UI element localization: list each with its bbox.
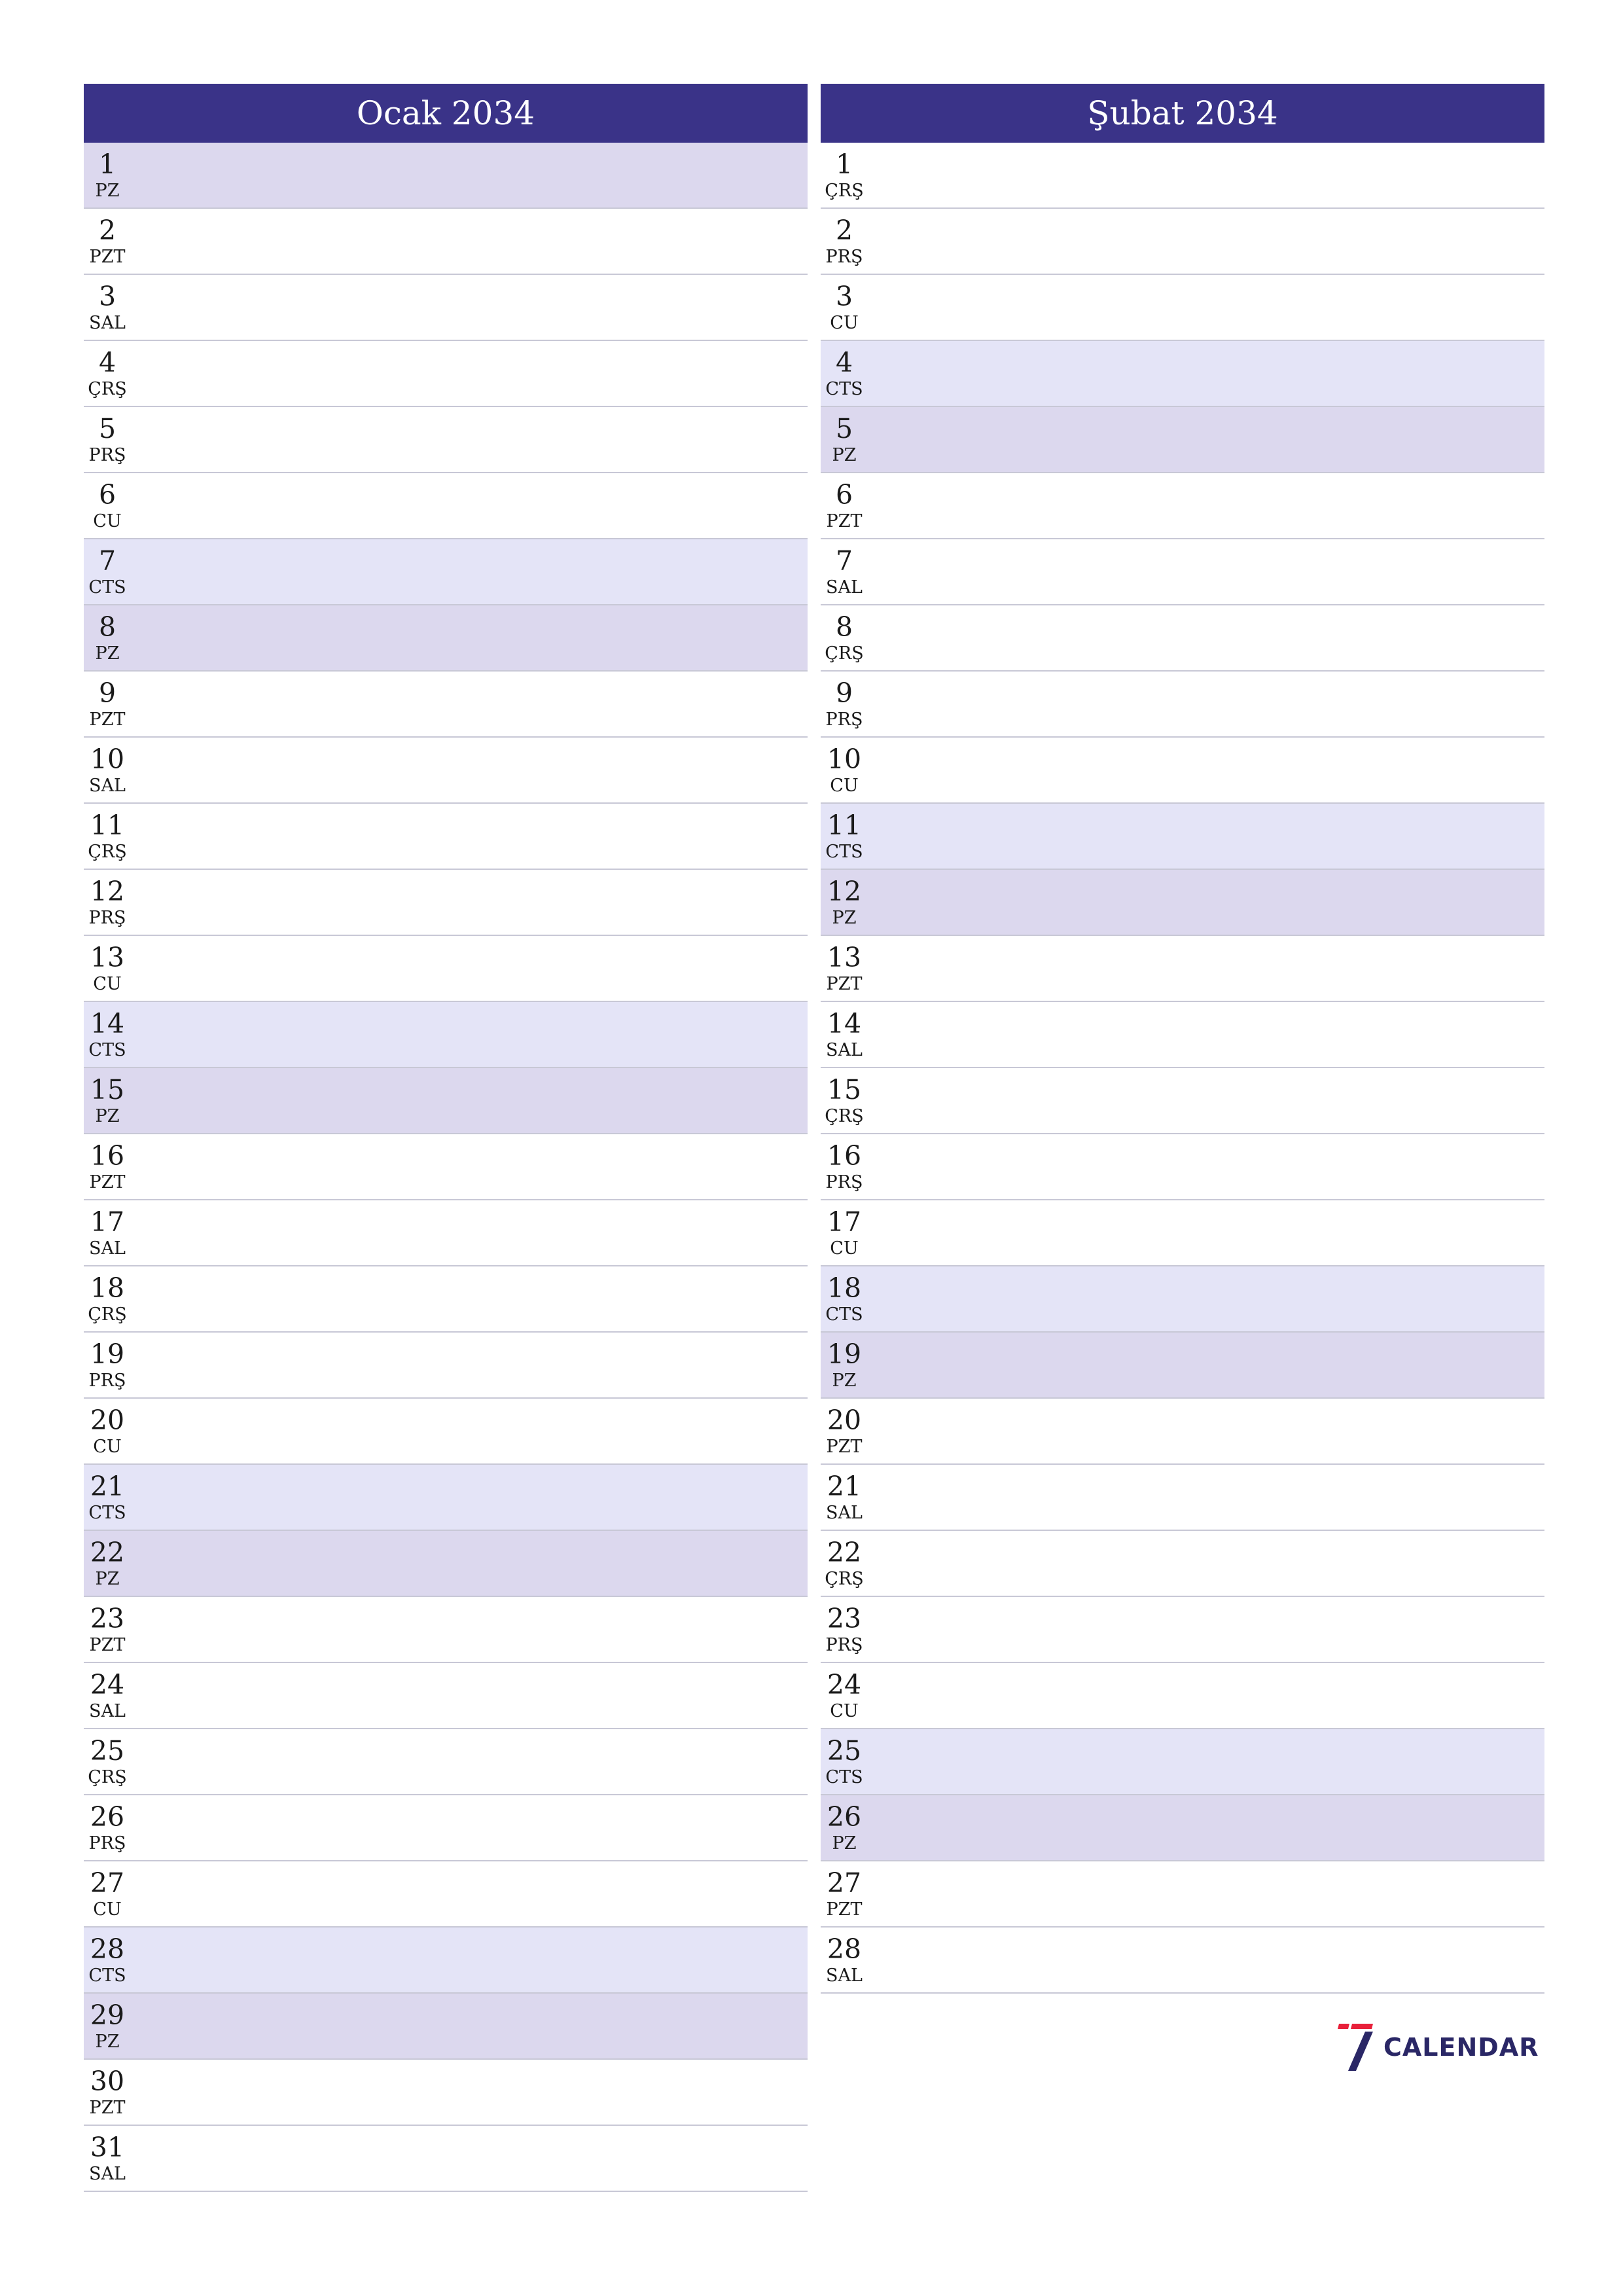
day-cell	[84, 545, 131, 598]
day-row	[84, 539, 808, 605]
day-row	[821, 936, 1544, 1002]
day-row	[821, 341, 1544, 407]
day-abbreviation: CU	[830, 775, 859, 796]
day-row	[821, 473, 1544, 539]
day-abbreviation: PRŞ	[825, 1172, 863, 1193]
day-row	[821, 804, 1544, 870]
day-number: 3	[835, 280, 853, 312]
day-abbreviation: PRŞ	[825, 709, 863, 730]
day-abbreviation: PZ	[832, 444, 857, 465]
day-cell	[84, 280, 131, 333]
seven-logo-icon	[1335, 2021, 1377, 2073]
day-abbreviation: SAL	[826, 1502, 863, 1523]
day-abbreviation: CU	[830, 312, 859, 333]
day-number: 4	[98, 346, 116, 378]
day-number: 27	[90, 1867, 125, 1899]
day-row	[821, 1068, 1544, 1134]
day-cell	[84, 1139, 131, 1193]
day-abbreviation: ÇRŞ	[825, 1105, 864, 1126]
day-number: 10	[827, 743, 862, 775]
day-number: 24	[827, 1668, 862, 1700]
day-abbreviation: PZT	[826, 1436, 863, 1457]
day-row	[821, 672, 1544, 738]
day-number: 17	[827, 1206, 862, 1238]
day-cell	[821, 677, 868, 730]
day-cell	[84, 1536, 131, 1589]
day-number: 26	[827, 1801, 862, 1833]
day-abbreviation: PRŞ	[88, 1370, 126, 1391]
day-cell	[821, 214, 868, 267]
day-cell	[821, 1404, 868, 1457]
day-number: 9	[835, 677, 853, 709]
day-number: 14	[827, 1007, 862, 1039]
day-row	[84, 341, 808, 407]
day-cell	[821, 478, 868, 531]
day-number: 5	[98, 412, 116, 444]
day-row	[821, 407, 1544, 473]
day-list	[84, 143, 808, 2192]
day-abbreviation: ÇRŞ	[88, 1304, 127, 1325]
day-abbreviation: PZ	[832, 1833, 857, 1854]
day-number: 18	[90, 1272, 125, 1304]
month-february	[821, 84, 1544, 1994]
day-row	[84, 605, 808, 672]
month-january	[84, 84, 808, 2192]
day-abbreviation: CTS	[88, 1502, 126, 1523]
day-row	[84, 209, 808, 275]
day-cell	[821, 1206, 868, 1259]
day-cell	[821, 545, 868, 598]
day-row	[84, 1134, 808, 1200]
day-abbreviation: SAL	[89, 312, 126, 333]
day-number: 29	[90, 1999, 125, 2031]
day-number: 30	[90, 2065, 125, 2097]
day-number: 8	[835, 611, 853, 643]
day-cell	[84, 1206, 131, 1259]
day-row	[84, 936, 808, 1002]
day-number: 11	[90, 809, 125, 841]
day-abbreviation: PRŞ	[88, 907, 126, 928]
day-abbreviation: PRŞ	[825, 1634, 863, 1655]
day-row	[84, 275, 808, 341]
day-cell	[821, 809, 868, 862]
day-row	[84, 1333, 808, 1399]
day-cell	[821, 743, 868, 796]
day-row	[84, 473, 808, 539]
day-cell	[821, 875, 868, 928]
day-abbreviation: SAL	[826, 1965, 863, 1986]
day-abbreviation: SAL	[89, 1238, 126, 1259]
day-abbreviation: SAL	[826, 577, 863, 598]
day-abbreviation: PZ	[95, 2031, 120, 2052]
month-title: Şubat 2034	[821, 84, 1544, 143]
day-abbreviation: CU	[93, 973, 122, 994]
day-number: 21	[827, 1470, 862, 1502]
day-cell	[821, 1602, 868, 1655]
day-row	[821, 1928, 1544, 1994]
day-cell	[84, 1933, 131, 1986]
day-cell	[84, 412, 131, 465]
day-number: 11	[827, 809, 862, 841]
day-number: 20	[90, 1404, 125, 1436]
day-row	[84, 1200, 808, 1266]
day-abbreviation: CTS	[88, 577, 126, 598]
day-row	[84, 407, 808, 473]
day-abbreviation: PZT	[89, 1172, 126, 1193]
day-abbreviation: PZT	[89, 1634, 126, 1655]
day-row	[821, 1663, 1544, 1729]
day-abbreviation: PZT	[89, 709, 126, 730]
day-number: 23	[827, 1602, 862, 1634]
day-cell	[821, 346, 868, 399]
day-row	[84, 1994, 808, 2060]
day-row	[821, 1861, 1544, 1928]
day-row	[84, 1597, 808, 1663]
day-abbreviation: PZT	[89, 246, 126, 267]
day-row	[84, 1663, 808, 1729]
day-number: 23	[90, 1602, 125, 1634]
day-number: 9	[98, 677, 116, 709]
day-cell	[821, 1668, 868, 1721]
day-abbreviation: PZT	[826, 973, 863, 994]
day-number: 28	[90, 1933, 125, 1965]
day-number: 27	[827, 1867, 862, 1899]
day-number: 18	[827, 1272, 862, 1304]
day-number: 22	[90, 1536, 125, 1568]
day-number: 26	[90, 1801, 125, 1833]
day-row	[821, 275, 1544, 341]
day-cell	[84, 1602, 131, 1655]
day-abbreviation: PZT	[89, 2097, 126, 2118]
day-abbreviation: ÇRŞ	[825, 1568, 864, 1589]
day-abbreviation: ÇRŞ	[825, 643, 864, 664]
day-abbreviation: CU	[93, 1899, 122, 1920]
day-abbreviation: CU	[93, 1436, 122, 1457]
day-row	[821, 1399, 1544, 1465]
day-number: 2	[835, 214, 853, 246]
day-cell	[821, 1272, 868, 1325]
day-row	[84, 870, 808, 936]
day-row	[84, 1266, 808, 1333]
day-number: 8	[98, 611, 116, 643]
day-cell	[821, 1536, 868, 1589]
day-row	[821, 1266, 1544, 1333]
day-number: 12	[90, 875, 125, 907]
day-cell	[84, 148, 131, 201]
day-cell	[84, 1073, 131, 1126]
day-number: 28	[827, 1933, 862, 1965]
day-abbreviation: SAL	[89, 2163, 126, 2184]
day-number: 17	[90, 1206, 125, 1238]
day-cell	[84, 809, 131, 862]
day-abbreviation: ÇRŞ	[825, 180, 864, 201]
day-cell	[821, 1470, 868, 1523]
day-cell	[821, 412, 868, 465]
day-row	[821, 870, 1544, 936]
day-number: 5	[835, 412, 853, 444]
day-row	[821, 1597, 1544, 1663]
day-row	[84, 2126, 808, 2192]
day-abbreviation: PZ	[95, 1568, 120, 1589]
day-abbreviation: PZ	[95, 1105, 120, 1126]
day-abbreviation: CTS	[825, 1767, 863, 1787]
day-number: 15	[827, 1073, 862, 1105]
day-row	[84, 738, 808, 804]
day-row	[84, 1928, 808, 1994]
day-abbreviation: SAL	[89, 1700, 126, 1721]
day-number: 13	[827, 941, 862, 973]
day-row	[821, 1729, 1544, 1795]
day-abbreviation: ÇRŞ	[88, 1767, 127, 1787]
day-cell	[84, 1470, 131, 1523]
day-cell	[84, 1801, 131, 1854]
day-row	[821, 1333, 1544, 1399]
day-cell	[84, 346, 131, 399]
day-row	[821, 1795, 1544, 1861]
day-cell	[821, 148, 868, 201]
day-cell	[84, 611, 131, 664]
day-abbreviation: PZT	[826, 511, 863, 531]
day-row	[821, 143, 1544, 209]
day-abbreviation: CTS	[88, 1039, 126, 1060]
day-abbreviation: PZT	[826, 1899, 863, 1920]
day-cell	[821, 1801, 868, 1854]
day-cell	[821, 1139, 868, 1193]
day-number: 31	[90, 2131, 125, 2163]
day-abbreviation: SAL	[89, 775, 126, 796]
day-row	[84, 1002, 808, 1068]
day-cell	[84, 478, 131, 531]
day-row	[84, 804, 808, 870]
day-abbreviation: CTS	[825, 1304, 863, 1325]
day-number: 7	[835, 545, 853, 577]
day-row	[84, 1068, 808, 1134]
day-abbreviation: PZ	[95, 180, 120, 201]
day-cell	[821, 611, 868, 664]
day-cell	[84, 1734, 131, 1787]
day-cell	[821, 1933, 868, 1986]
day-number: 19	[827, 1338, 862, 1370]
day-row	[821, 1531, 1544, 1597]
day-number: 10	[90, 743, 125, 775]
day-number: 6	[835, 478, 853, 511]
day-number: 16	[827, 1139, 862, 1172]
day-number: 7	[98, 545, 116, 577]
day-number: 12	[827, 875, 862, 907]
day-cell	[84, 1867, 131, 1920]
day-cell	[84, 1272, 131, 1325]
day-abbreviation: CTS	[825, 841, 863, 862]
day-row	[821, 539, 1544, 605]
day-cell	[84, 677, 131, 730]
logo-text: CALENDAR	[1383, 2033, 1539, 2062]
day-abbreviation: PZ	[832, 907, 857, 928]
day-row	[84, 672, 808, 738]
day-number: 1	[98, 148, 116, 180]
day-abbreviation: PRŞ	[88, 1833, 126, 1854]
day-cell	[821, 280, 868, 333]
day-row	[821, 209, 1544, 275]
day-row	[84, 2060, 808, 2126]
day-row	[84, 1399, 808, 1465]
day-row	[84, 1795, 808, 1861]
day-cell	[84, 743, 131, 796]
day-cell	[821, 1338, 868, 1391]
day-cell	[84, 2131, 131, 2184]
day-abbreviation: ÇRŞ	[88, 841, 127, 862]
day-number: 25	[827, 1734, 862, 1767]
day-cell	[821, 1073, 868, 1126]
day-number: 3	[98, 280, 116, 312]
day-cell	[84, 214, 131, 267]
day-cell	[821, 1867, 868, 1920]
day-cell	[84, 2065, 131, 2118]
day-number: 19	[90, 1338, 125, 1370]
day-cell	[84, 1404, 131, 1457]
day-row	[821, 1134, 1544, 1200]
day-number: 4	[835, 346, 853, 378]
day-cell	[84, 875, 131, 928]
day-abbreviation: ÇRŞ	[88, 378, 127, 399]
day-number: 6	[98, 478, 116, 511]
day-row	[821, 605, 1544, 672]
day-abbreviation: PZ	[832, 1370, 857, 1391]
day-row	[84, 1729, 808, 1795]
day-cell	[821, 1007, 868, 1060]
day-row	[821, 738, 1544, 804]
day-row	[84, 1531, 808, 1597]
day-number: 25	[90, 1734, 125, 1767]
day-row	[821, 1200, 1544, 1266]
day-number: 22	[827, 1536, 862, 1568]
day-abbreviation: PRŞ	[825, 246, 863, 267]
day-row	[84, 143, 808, 209]
day-abbreviation: PRŞ	[88, 444, 126, 465]
day-abbreviation: CU	[830, 1238, 859, 1259]
day-cell	[821, 1734, 868, 1787]
day-row	[821, 1002, 1544, 1068]
day-number: 20	[827, 1404, 862, 1436]
day-row	[84, 1861, 808, 1928]
day-number: 1	[835, 148, 853, 180]
day-cell	[84, 1999, 131, 2052]
day-number: 15	[90, 1073, 125, 1105]
brand-logo	[1335, 2021, 1539, 2073]
day-abbreviation: SAL	[826, 1039, 863, 1060]
day-cell	[84, 1338, 131, 1391]
day-abbreviation: CTS	[825, 378, 863, 399]
day-number: 14	[90, 1007, 125, 1039]
day-list	[821, 143, 1544, 1994]
day-number: 24	[90, 1668, 125, 1700]
day-cell	[84, 1668, 131, 1721]
day-abbreviation: CU	[830, 1700, 859, 1721]
day-abbreviation: CTS	[88, 1965, 126, 1986]
day-number: 21	[90, 1470, 125, 1502]
day-number: 13	[90, 941, 125, 973]
day-number: 2	[98, 214, 116, 246]
day-cell	[821, 941, 868, 994]
day-row	[821, 1465, 1544, 1531]
day-cell	[84, 1007, 131, 1060]
day-row	[84, 1465, 808, 1531]
day-number: 16	[90, 1139, 125, 1172]
day-abbreviation: PZ	[95, 643, 120, 664]
day-abbreviation: CU	[93, 511, 122, 531]
day-cell	[84, 941, 131, 994]
month-title: Ocak 2034	[84, 84, 808, 143]
